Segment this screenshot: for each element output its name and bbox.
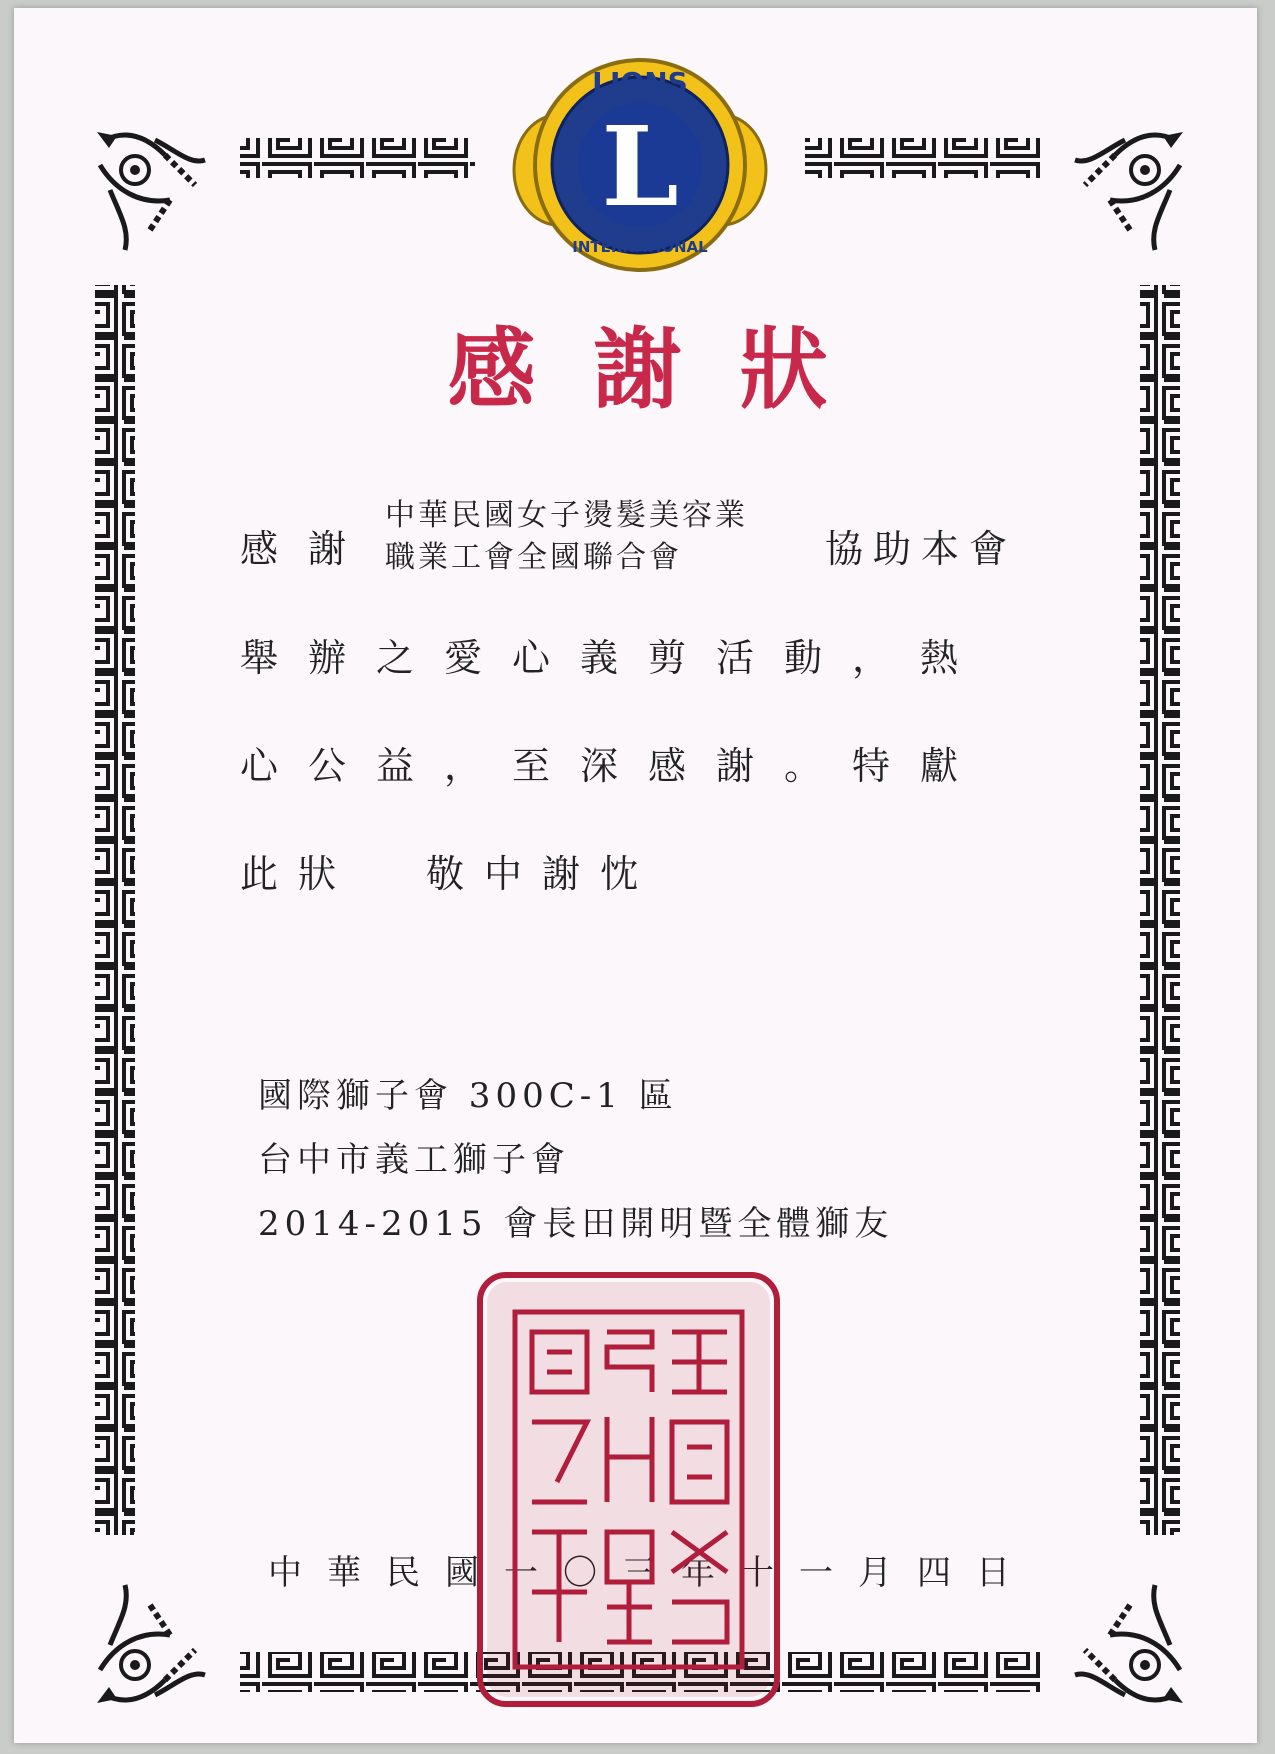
body-line3: 心公益，至深感謝。特獻 [240, 744, 989, 788]
body-line4-b: 敬中謝忱 [426, 852, 659, 896]
certificate-title: 感謝狀 [447, 317, 886, 421]
lions-logo [510, 40, 770, 290]
honoree-org-line2: 職業工會全國聯合會 [385, 540, 682, 575]
body-line4-a: 此狀 [240, 852, 357, 896]
issue-date: 中華民國一〇三年十一月四日 [268, 1553, 1035, 1593]
club-seal-stamp [477, 1272, 780, 1707]
body-line1-prefix: 感謝 [240, 527, 377, 571]
logo-bottom-text: INTERNATIONAL [572, 238, 708, 256]
issuer-president: 2014-2015 會長田開明暨全體獅友 [258, 1204, 894, 1244]
body-line4 [240, 843, 658, 898]
honoree-organization [385, 495, 748, 579]
logo-letter: L [601, 102, 679, 231]
issuer-club: 台中市義工獅子會 [258, 1140, 570, 1180]
body-line1-suffix: 協助本會 [825, 527, 1018, 571]
honoree-org-line1: 中華民國女子燙髮美容業 [385, 498, 748, 533]
body-line2: 舉辦之愛心義剪活動，熱 [240, 636, 989, 680]
logo-top-text: LIONS [592, 66, 688, 99]
issuer-district: 國際獅子會 300C-1 區 [258, 1076, 678, 1116]
